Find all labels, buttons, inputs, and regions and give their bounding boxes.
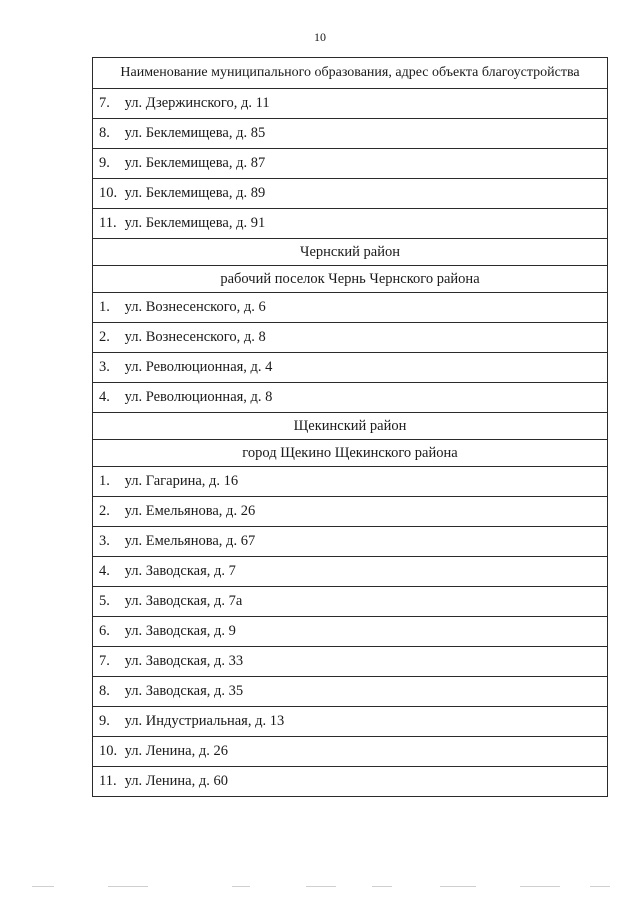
row-number: 4. <box>99 389 110 405</box>
table-row <box>93 383 608 413</box>
address-cell <box>93 209 608 239</box>
section-heading-row <box>93 239 608 266</box>
row-address: ул. Беклемищева, д. 85 <box>124 125 266 141</box>
row-address: ул. Беклемищева, д. 87 <box>124 155 266 171</box>
table-row <box>93 293 608 323</box>
row-number: 10. <box>99 185 118 201</box>
scan-artifact-line <box>590 886 610 887</box>
row-number: 8. <box>99 125 110 141</box>
table-row <box>93 527 608 557</box>
address-cell <box>93 89 608 119</box>
scan-artifact-line <box>440 886 476 887</box>
row-address: ул. Беклемищева, д. 91 <box>124 215 266 231</box>
table-row <box>93 323 608 353</box>
row-address: ул. Беклемищева, д. 89 <box>124 185 266 201</box>
table-body <box>93 58 608 797</box>
table-row <box>93 119 608 149</box>
row-address: ул. Емельянова, д. 67 <box>124 533 256 549</box>
row-number: 2. <box>99 503 110 519</box>
scan-artifact-line <box>520 886 560 887</box>
row-number: 8. <box>99 683 110 699</box>
table-row <box>93 179 608 209</box>
row-address: ул. Индустриальная, д. 13 <box>124 713 285 729</box>
row-number: 11. <box>99 773 117 789</box>
address-cell <box>93 707 608 737</box>
row-number: 10. <box>99 743 118 759</box>
address-cell <box>93 149 608 179</box>
row-number: 11. <box>99 215 117 231</box>
address-cell <box>93 527 608 557</box>
address-cell <box>93 179 608 209</box>
address-cell <box>93 647 608 677</box>
address-cell <box>93 353 608 383</box>
row-number: 3. <box>99 533 110 549</box>
row-number: 2. <box>99 329 110 345</box>
scan-artifact-line <box>108 886 148 887</box>
section-heading-row <box>93 266 608 293</box>
address-cell <box>93 737 608 767</box>
address-cell <box>93 497 608 527</box>
addresses-table <box>92 57 608 797</box>
table-row <box>93 467 608 497</box>
section-heading: город Щекино Щекинского района <box>93 440 608 467</box>
row-number: 1. <box>99 473 110 489</box>
row-address: ул. Вознесенского, д. 8 <box>124 329 266 345</box>
table-row <box>93 209 608 239</box>
table-row <box>93 767 608 797</box>
row-address: ул. Заводская, д. 9 <box>124 623 236 639</box>
table-row <box>93 677 608 707</box>
address-cell <box>93 767 608 797</box>
scan-artifact-line <box>372 886 392 887</box>
row-number: 7. <box>99 653 110 669</box>
row-number: 6. <box>99 623 110 639</box>
section-heading-row <box>93 413 608 440</box>
table-row <box>93 557 608 587</box>
table-header-row <box>93 58 608 89</box>
address-cell <box>93 467 608 497</box>
address-cell <box>93 383 608 413</box>
row-address: ул. Революционная, д. 8 <box>124 389 273 405</box>
page-number: 10 <box>314 30 326 44</box>
row-address: ул. Вознесенского, д. 6 <box>124 299 266 315</box>
address-cell <box>93 119 608 149</box>
row-number: 1. <box>99 299 110 315</box>
table-header-cell: Наименование муниципального образования, адрес объекта благоустройства <box>93 58 608 89</box>
row-address: ул. Заводская, д. 7 <box>124 563 236 579</box>
scan-artifact-line <box>306 886 336 887</box>
row-number: 9. <box>99 713 110 729</box>
table-row <box>93 617 608 647</box>
row-address: ул. Революционная, д. 4 <box>124 359 273 375</box>
row-number: 4. <box>99 563 110 579</box>
row-address: ул. Ленина, д. 26 <box>124 743 228 759</box>
table-row <box>93 707 608 737</box>
scan-artifact-line <box>232 886 250 887</box>
scan-artifact-line <box>32 886 54 887</box>
address-cell <box>93 557 608 587</box>
table-row <box>93 737 608 767</box>
section-heading: рабочий поселок Чернь Чернского района <box>93 266 608 293</box>
table-row <box>93 497 608 527</box>
table-row <box>93 353 608 383</box>
row-number: 3. <box>99 359 110 375</box>
table-row <box>93 89 608 119</box>
row-number: 5. <box>99 593 110 609</box>
row-number: 9. <box>99 155 110 171</box>
table-row <box>93 149 608 179</box>
row-address: ул. Заводская, д. 7а <box>124 593 243 609</box>
row-address: ул. Дзержинского, д. 11 <box>124 95 270 111</box>
address-cell <box>93 677 608 707</box>
section-heading: Щекинский район <box>93 413 608 440</box>
table-row <box>93 587 608 617</box>
address-cell <box>93 293 608 323</box>
address-cell <box>93 323 608 353</box>
row-address: ул. Гагарина, д. 16 <box>124 473 239 489</box>
row-address: ул. Заводская, д. 35 <box>124 683 244 699</box>
row-address: ул. Емельянова, д. 26 <box>124 503 256 519</box>
address-cell <box>93 587 608 617</box>
section-heading-row <box>93 440 608 467</box>
table-row <box>93 647 608 677</box>
section-heading: Чернский район <box>93 239 608 266</box>
address-cell <box>93 617 608 647</box>
row-address: ул. Заводская, д. 33 <box>124 653 244 669</box>
row-address: ул. Ленина, д. 60 <box>124 773 228 789</box>
row-number: 7. <box>99 95 110 111</box>
